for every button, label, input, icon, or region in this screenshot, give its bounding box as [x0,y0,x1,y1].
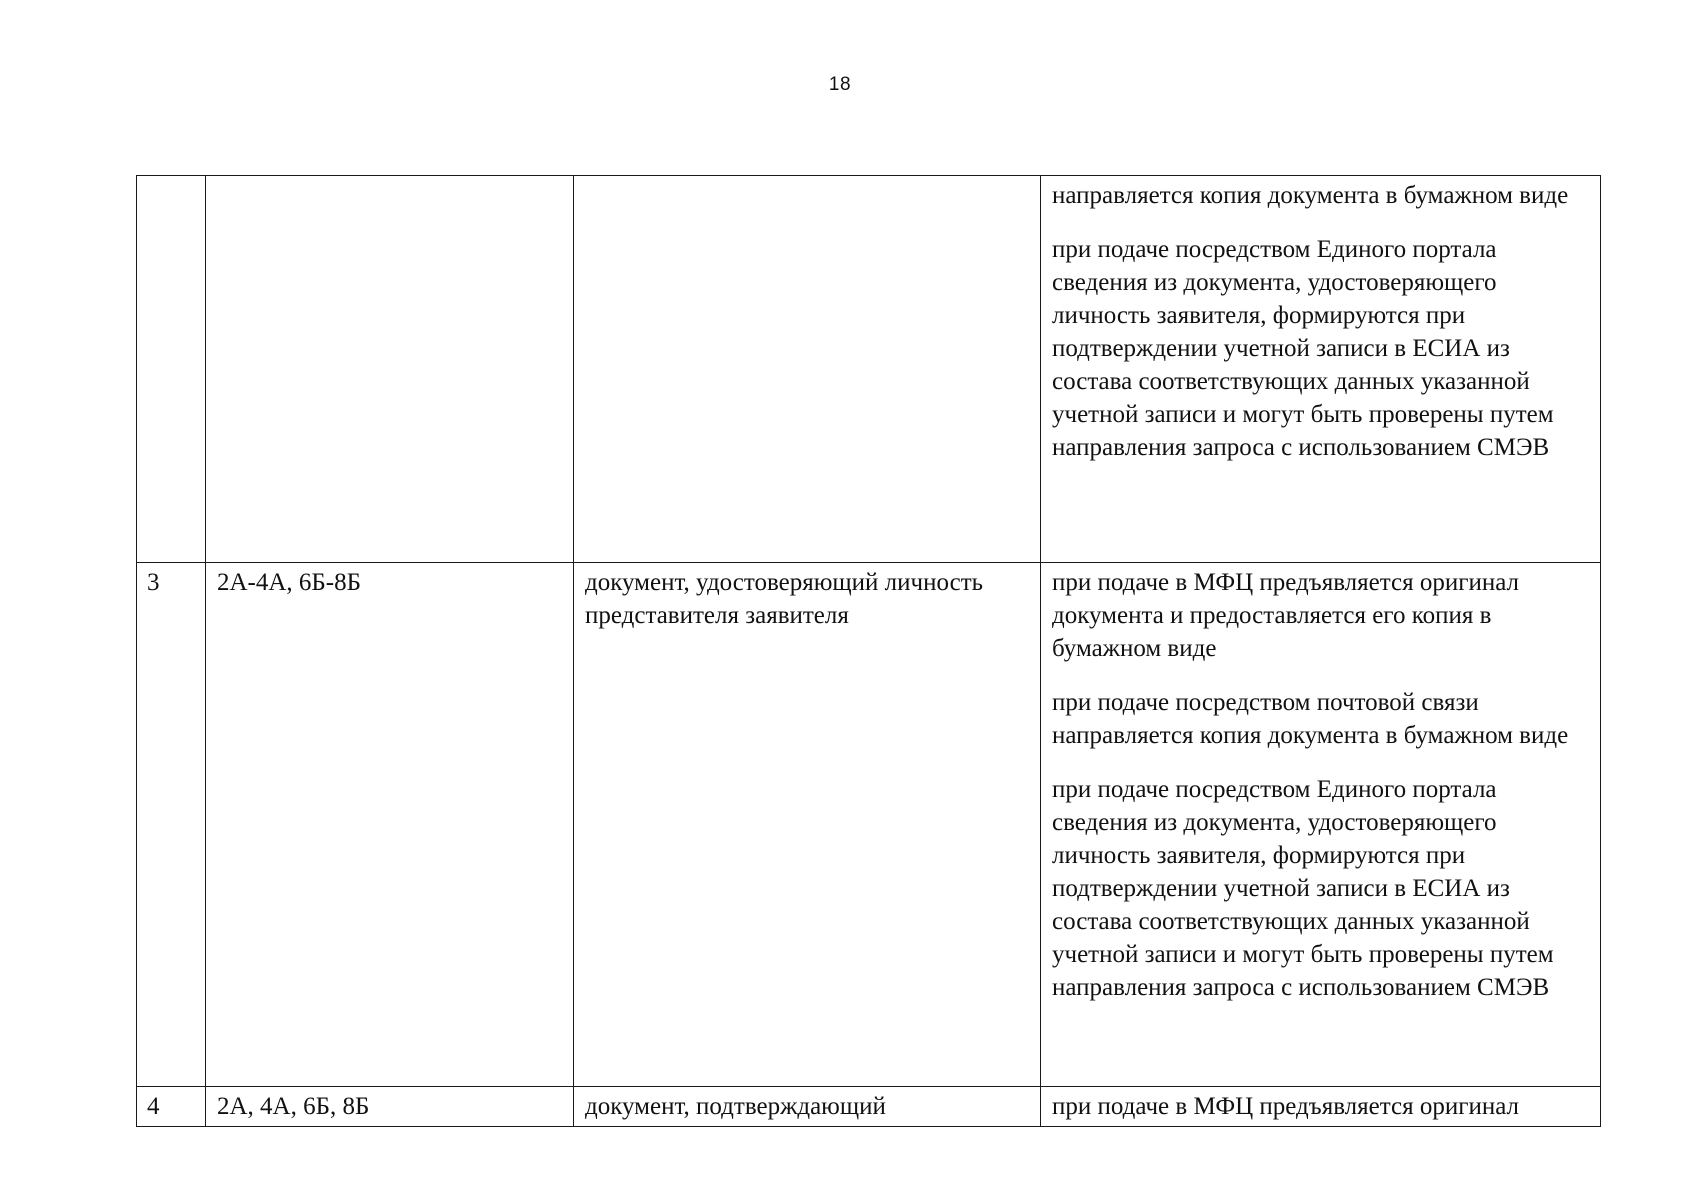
method-paragraph: при подаче посредством Единого портала сведения из документа, удостоверяющего личность заявителя, формируются при подтверждении учетной записи в ЕСИА из состава соответствующих данных указанной учетной записи и могут быть проверены путем направления запроса с использованием СМЭВ [1052,776,1554,1001]
table-cell-number [137,176,206,563]
table-cell-number: 4 [137,1087,206,1127]
table-row [137,563,1601,1087]
table-row-continuation [137,176,1601,563]
table-cell-document: документ, подтверждающий [574,1087,1041,1127]
method-paragraph: при подаче посредством Единого портала сведения из документа, удостоверяющего личность заявителя, формируются при подтверждении учетной записи в ЕСИА из состава соответствующих данных указанной учетной записи и могут быть проверены путем направления запроса с использованием СМЭВ [1052,236,1554,461]
method-paragraph: при подаче в МФЦ предъявляется оригинал [1052,1093,1520,1120]
table-cell-document [574,176,1041,563]
method-paragraph: при подаче посредством почтовой связи направляется копия документа в бумажном виде [1052,689,1569,749]
table-cell-categories [206,176,574,563]
table-cell-methods [1041,1087,1601,1127]
table-cell-methods [1041,563,1601,1087]
table-cell-methods [1041,176,1601,563]
method-paragraph: при подаче в МФЦ предъявляется оригинал документа и предоставляется его копия в бумажном виде [1052,569,1520,662]
table-cell-document: документ, удостоверяющий личность представителя заявителя [574,563,1041,1087]
table-cell-number: 3 [137,563,206,1087]
table-row [137,1087,1601,1127]
table-cell-categories: 2А-4А, 6Б-8Б [206,563,574,1087]
table-cell-categories: 2А, 4А, 6Б, 8Б [206,1087,574,1127]
documents-table [136,175,1601,1127]
page-number: 18 [828,74,852,95]
method-paragraph: направляется копия документа в бумажном виде [1052,182,1569,209]
